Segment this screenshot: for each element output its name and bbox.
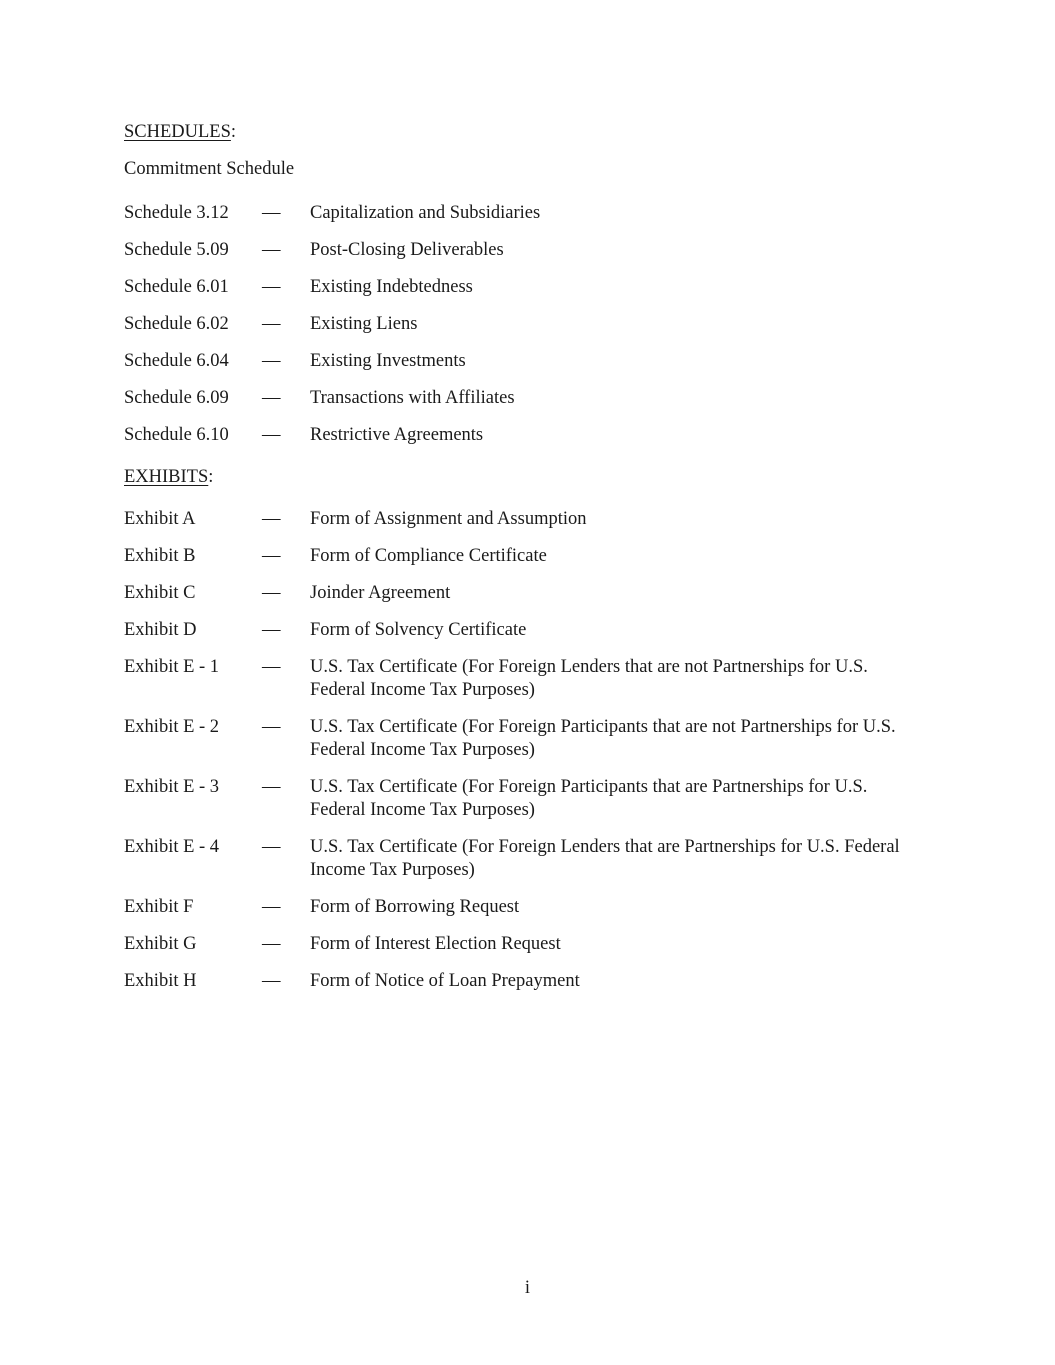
exhibit-description: Form of Compliance Certificate — [310, 546, 547, 566]
schedule-row — [124, 424, 944, 447]
exhibit-description — [310, 716, 944, 762]
schedule-id: Schedule 6.01 — [124, 277, 229, 297]
em-dash: — — [262, 240, 281, 260]
schedule-description: Existing Investments — [310, 351, 466, 371]
schedule-list — [124, 202, 944, 447]
exhibit-row — [124, 716, 944, 762]
em-dash: — — [262, 657, 281, 677]
description-line: U.S. Tax Certificate (For Foreign Participants that are Partnerships for U.S. — [310, 777, 868, 797]
schedule-row — [124, 387, 944, 410]
exhibit-row — [124, 896, 944, 919]
document-page — [124, 121, 944, 993]
description-line: U.S. Tax Certificate (For Foreign Lenders that are Partnerships for U.S. Federal — [310, 837, 900, 857]
exhibit-description: Form of Borrowing Request — [310, 897, 520, 917]
schedules-heading-text: SCHEDULES — [124, 122, 231, 142]
schedule-description: Transactions with Affiliates — [310, 388, 515, 408]
exhibit-description — [310, 656, 944, 702]
description-line: U.S. Tax Certificate (For Foreign Lenders that are not Partnerships for U.S. — [310, 657, 868, 677]
em-dash: — — [262, 777, 281, 797]
exhibit-row — [124, 776, 944, 822]
exhibit-id: Exhibit B — [124, 546, 196, 566]
description-line: Federal Income Tax Purposes) — [310, 740, 535, 760]
em-dash: — — [262, 314, 281, 334]
em-dash: — — [262, 934, 281, 954]
exhibit-id: Exhibit E - 3 — [124, 777, 220, 797]
exhibit-row — [124, 836, 944, 882]
em-dash: — — [262, 546, 281, 566]
exhibit-description — [310, 836, 944, 882]
schedule-id: Schedule 3.12 — [124, 203, 229, 223]
exhibit-row — [124, 656, 944, 702]
commitment-schedule: Commitment Schedule — [124, 159, 295, 179]
em-dash: — — [262, 971, 281, 991]
em-dash: — — [262, 717, 281, 737]
exhibit-id: Exhibit A — [124, 509, 196, 529]
exhibit-id: Exhibit C — [124, 583, 196, 603]
exhibit-id: Exhibit G — [124, 934, 197, 954]
exhibit-row — [124, 619, 944, 642]
em-dash: — — [262, 509, 281, 529]
exhibit-row — [124, 582, 944, 605]
exhibit-row — [124, 508, 944, 531]
em-dash: — — [262, 897, 281, 917]
em-dash: — — [262, 388, 281, 408]
schedule-row — [124, 350, 944, 373]
schedule-description: Existing Indebtedness — [310, 277, 473, 297]
schedule-description: Post-Closing Deliverables — [310, 240, 504, 260]
em-dash: — — [262, 425, 281, 445]
schedules-heading — [124, 121, 944, 144]
em-dash: — — [262, 837, 281, 857]
schedule-id: Schedule 6.04 — [124, 351, 229, 371]
em-dash: — — [262, 277, 281, 297]
schedule-id: Schedule 6.02 — [124, 314, 229, 334]
exhibit-id: Exhibit E - 1 — [124, 657, 220, 677]
exhibit-id: Exhibit D — [124, 620, 197, 640]
em-dash: — — [262, 620, 281, 640]
exhibit-description: Form of Solvency Certificate — [310, 620, 527, 640]
exhibit-row — [124, 970, 944, 993]
schedule-description: Existing Liens — [310, 314, 418, 334]
em-dash: — — [262, 351, 281, 371]
exhibit-row — [124, 545, 944, 568]
exhibit-list — [124, 508, 944, 993]
em-dash: — — [262, 203, 281, 223]
exhibit-description — [310, 776, 944, 822]
schedules-heading-colon: : — [230, 122, 237, 142]
exhibit-id: Exhibit F — [124, 897, 194, 917]
exhibit-description: Form of Interest Election Request — [310, 934, 561, 954]
exhibit-id: Exhibit E - 2 — [124, 717, 220, 737]
schedule-row — [124, 276, 944, 299]
schedule-row — [124, 313, 944, 336]
exhibit-row — [124, 933, 944, 956]
schedule-row — [124, 239, 944, 262]
description-line: Income Tax Purposes) — [310, 860, 475, 880]
exhibits-heading-text: EXHIBITS — [124, 467, 209, 487]
page-number: i — [524, 1278, 531, 1298]
exhibit-description: Form of Assignment and Assumption — [310, 509, 587, 529]
schedule-description: Restrictive Agreements — [310, 425, 484, 445]
exhibit-description: Form of Notice of Loan Prepayment — [310, 971, 580, 991]
exhibits-heading-colon: : — [208, 467, 214, 487]
em-dash: — — [262, 583, 281, 603]
description-line: U.S. Tax Certificate (For Foreign Participants that are not Partnerships for U.S. — [310, 717, 896, 737]
description-line: Federal Income Tax Purposes) — [310, 800, 535, 820]
schedule-description: Capitalization and Subsidiaries — [310, 203, 541, 223]
schedule-id: Schedule 6.10 — [124, 425, 229, 445]
description-line: Federal Income Tax Purposes) — [310, 680, 535, 700]
exhibit-id: Exhibit E - 4 — [124, 837, 220, 857]
exhibit-id: Exhibit H — [124, 971, 197, 991]
exhibit-description: Joinder Agreement — [310, 583, 451, 603]
exhibits-heading — [124, 466, 944, 489]
schedule-id: Schedule 5.09 — [124, 240, 229, 260]
schedule-row — [124, 202, 944, 225]
schedule-id: Schedule 6.09 — [124, 388, 229, 408]
